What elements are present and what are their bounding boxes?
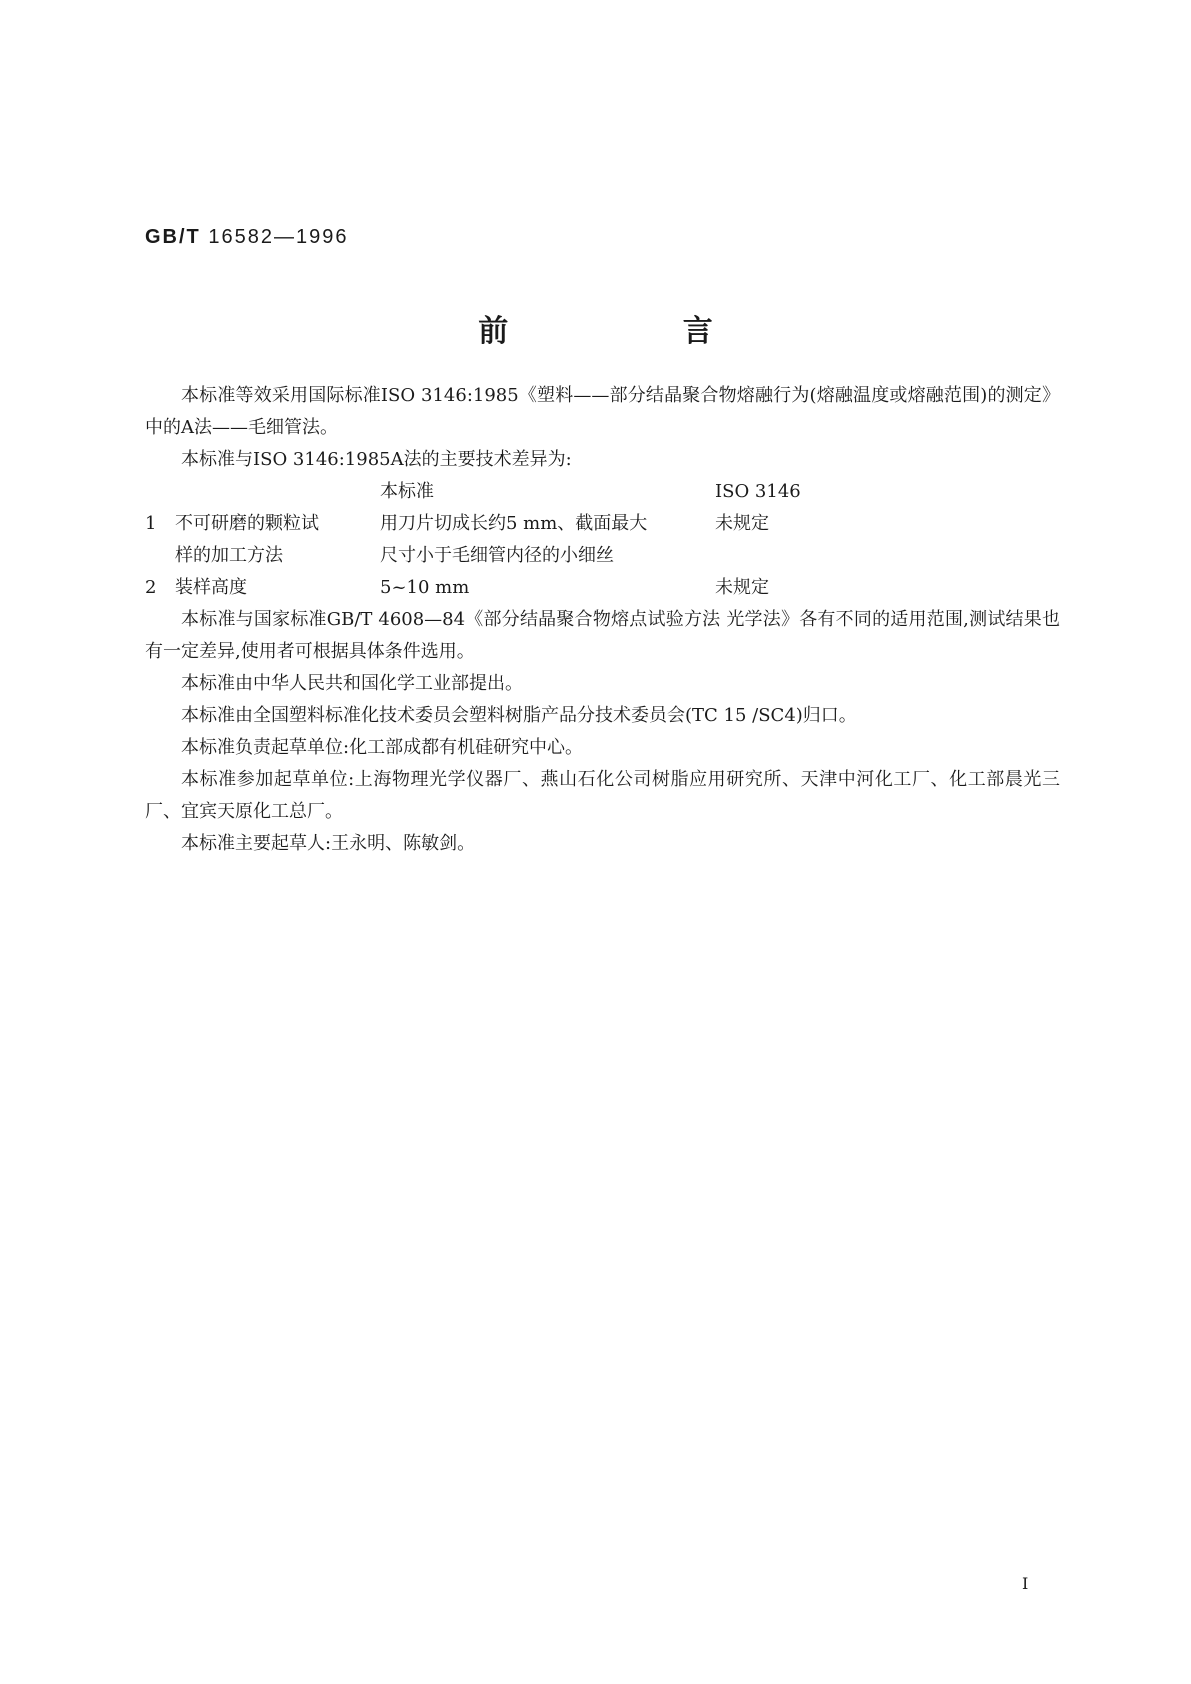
row-item-line: 样的加工方法 <box>175 545 283 566</box>
table-header-iso: ISO 3146 <box>715 481 801 502</box>
paragraph-lead-drafter: 本标准负责起草单位:化工部成都有机硅研究中心。 <box>181 737 584 758</box>
paragraph-administered-by: 本标准由全国塑料标准化技术委员会塑料树脂产品分技术委员会(TC 15 /SC4)归口。 <box>181 705 857 726</box>
table-header-this-standard: 本标准 <box>380 481 434 502</box>
document-code <box>145 224 348 250</box>
row-item-line: 不可研磨的颗粒试 <box>175 513 319 534</box>
table-row <box>145 572 1060 604</box>
page-title: 前 言 <box>478 314 795 349</box>
row-iso: 未规定 <box>715 577 769 598</box>
paragraph-participating-drafters: 本标准参加起草单位:上海物理光学仪器厂、燕山石化公司树脂应用研究所、天津中河化工厂、化工部晨光三厂、宜宾天原化工总厂。 <box>145 769 1060 822</box>
table-header-cell <box>175 476 380 508</box>
row-number: 1 <box>145 513 157 534</box>
table-header-row <box>145 476 1060 508</box>
paragraph-main-drafters: 本标准主要起草人:王永明、陈敏剑。 <box>181 833 476 854</box>
table-row <box>145 508 1060 572</box>
row-std-line: 尺寸小于毛细管内径的小细丝 <box>380 545 614 566</box>
paragraph-gb-comparison: 本标准与国家标准GB/T 4608—84《部分结晶聚合物熔点试验方法 光学法》各有不同的适用范围,测试结果也有一定差异,使用者可根据具体条件选用。 <box>145 609 1060 662</box>
row-this-standard <box>380 508 715 572</box>
paragraph-differences-intro: 本标准与ISO 3146:1985A法的主要技术差异为: <box>181 449 572 470</box>
table-header-cell <box>145 476 175 508</box>
row-std-line: 用刀片切成长约5 mm、截面最大 <box>380 513 648 534</box>
document-code-prefix: GB/T <box>145 226 201 248</box>
row-item: 装样高度 <box>175 577 247 598</box>
row-this-standard: 5~10 mm <box>380 577 470 598</box>
row-number: 2 <box>145 577 157 598</box>
differences-table <box>145 476 1060 604</box>
page-number: I <box>1022 1574 1029 1593</box>
paragraph-adoption: 本标准等效采用国际标准ISO 3146:1985《塑料——部分结晶聚合物熔融行为(熔融温度或熔融范围)的测定》中的A法——毛细管法。 <box>145 385 1060 438</box>
paragraph-proposed-by: 本标准由中华人民共和国化学工业部提出。 <box>181 673 523 694</box>
row-iso: 未规定 <box>715 513 769 534</box>
document-code-number: 16582—1996 <box>208 226 349 248</box>
row-item <box>175 508 380 572</box>
document-body <box>145 380 1060 860</box>
